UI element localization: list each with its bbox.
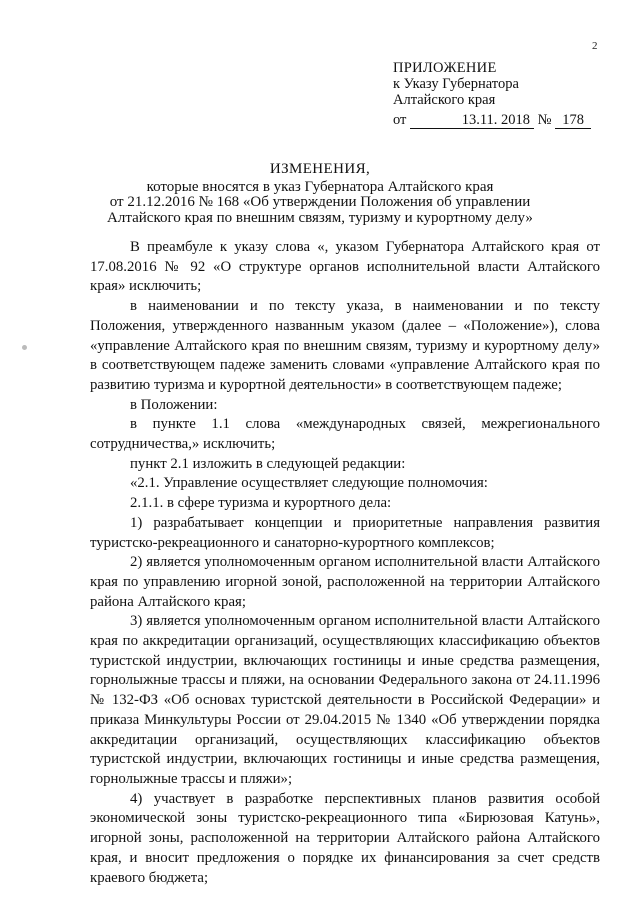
heading-line-2: от 21.12.2016 № 168 «Об утверждении Положения об управлении	[109, 194, 531, 210]
appendix-line-2: Алтайского края	[393, 92, 496, 108]
paragraph-clause-1-1: в пункте 1.1 слова «международных связей, межрегионального сотрудничества,» исключить;	[90, 416, 600, 453]
from-label: от	[393, 112, 407, 128]
list-item-1: 1) разрабатывает концепции и приоритетные направления развития туристско-рекреационного и санаторно-курортного комплексов;	[90, 514, 600, 551]
appendix-line-1: к Указу Губернатора	[393, 76, 519, 92]
list-item-4: 4) участвует в разработке перспективных планов развития особой экономической зоны туристско-рекреационного типа «Бирюзовая Катунь», игорной зоны, расположенной на территории Алтайского района Алтайского края, и вносит предложения о порядке их финансирования за счет средств краевого бюджета;	[90, 790, 600, 886]
list-item-3: 3) является уполномоченным органом исполнительной власти Алтайского края по аккредитации организаций, осуществляющих классификацию объектов туристской индустрии, включающих гостиницы и иные средства размещения, горнолыжные трассы и пляжи, на основании Федерального закона от 24.11.1996 № 132-ФЗ «Об основах туристской деятельности в Российской Федерации» и приказа Минкультуры России от 29.04.2015 № 1340 «Об утверждении порядка аккредитации организаций, осуществляющих классификацию объектов туристской индустрии, включающих гостиницы и иные средства размещения, горнолыжные трассы и пляжи»;	[90, 613, 600, 787]
document-body	[90, 238, 600, 888]
heading-line-1: которые вносятся в указ Губернатора Алтайского края	[146, 178, 494, 195]
list-item-2: 2) является уполномоченным органом исполнительной власти Алтайского края по управлению игорной зоной, расположенной на территории Алтайского района Алтайского края;	[90, 554, 600, 610]
page-number: 2	[592, 40, 598, 52]
decree-date: 13.11. 2018	[410, 112, 534, 129]
paragraph-clause-2-1-1: 2.1.1. в сфере туризма и курортного дела:	[130, 495, 392, 512]
paragraph-clause-2-1: «2.1. Управление осуществляет следующие полномочия:	[130, 475, 488, 492]
paragraph-preamble: В преамбуле к указу слова «, указом Губернатора Алтайского края от 17.08.2016 № 92 «О структуре органов исполнительной власти Алтайского края» исключить;	[90, 239, 600, 295]
appendix-block	[393, 60, 591, 129]
document-heading	[70, 162, 570, 226]
decree-number: 178	[555, 112, 591, 129]
number-label: №	[537, 112, 552, 128]
appendix-date-line	[393, 112, 591, 129]
paragraph-in-regulation: в Положении:	[130, 396, 218, 413]
heading-title: ИЗМЕНЕНИЯ,	[269, 161, 371, 177]
heading-line-3: Алтайского края по внешним связям, туризму и курортному делу»	[107, 209, 533, 226]
scan-dot	[22, 345, 27, 350]
appendix-title: ПРИЛОЖЕНИЕ	[393, 60, 497, 76]
paragraph-naming: в наименовании и по тексту указа, в наименовании и по тексту Положения, утвержденного названным указом (далее – «Положение»), слова «управление Алтайского края по внешним связям, туризму и курортному делу» в соответствующем падеже заменить словами «управление Алтайского края по развитию туризма и курортной деятельности» в соответствующем падеже;	[90, 298, 600, 393]
paragraph-clause-2-1-intro: пункт 2.1 изложить в следующей редакции:	[130, 455, 406, 472]
